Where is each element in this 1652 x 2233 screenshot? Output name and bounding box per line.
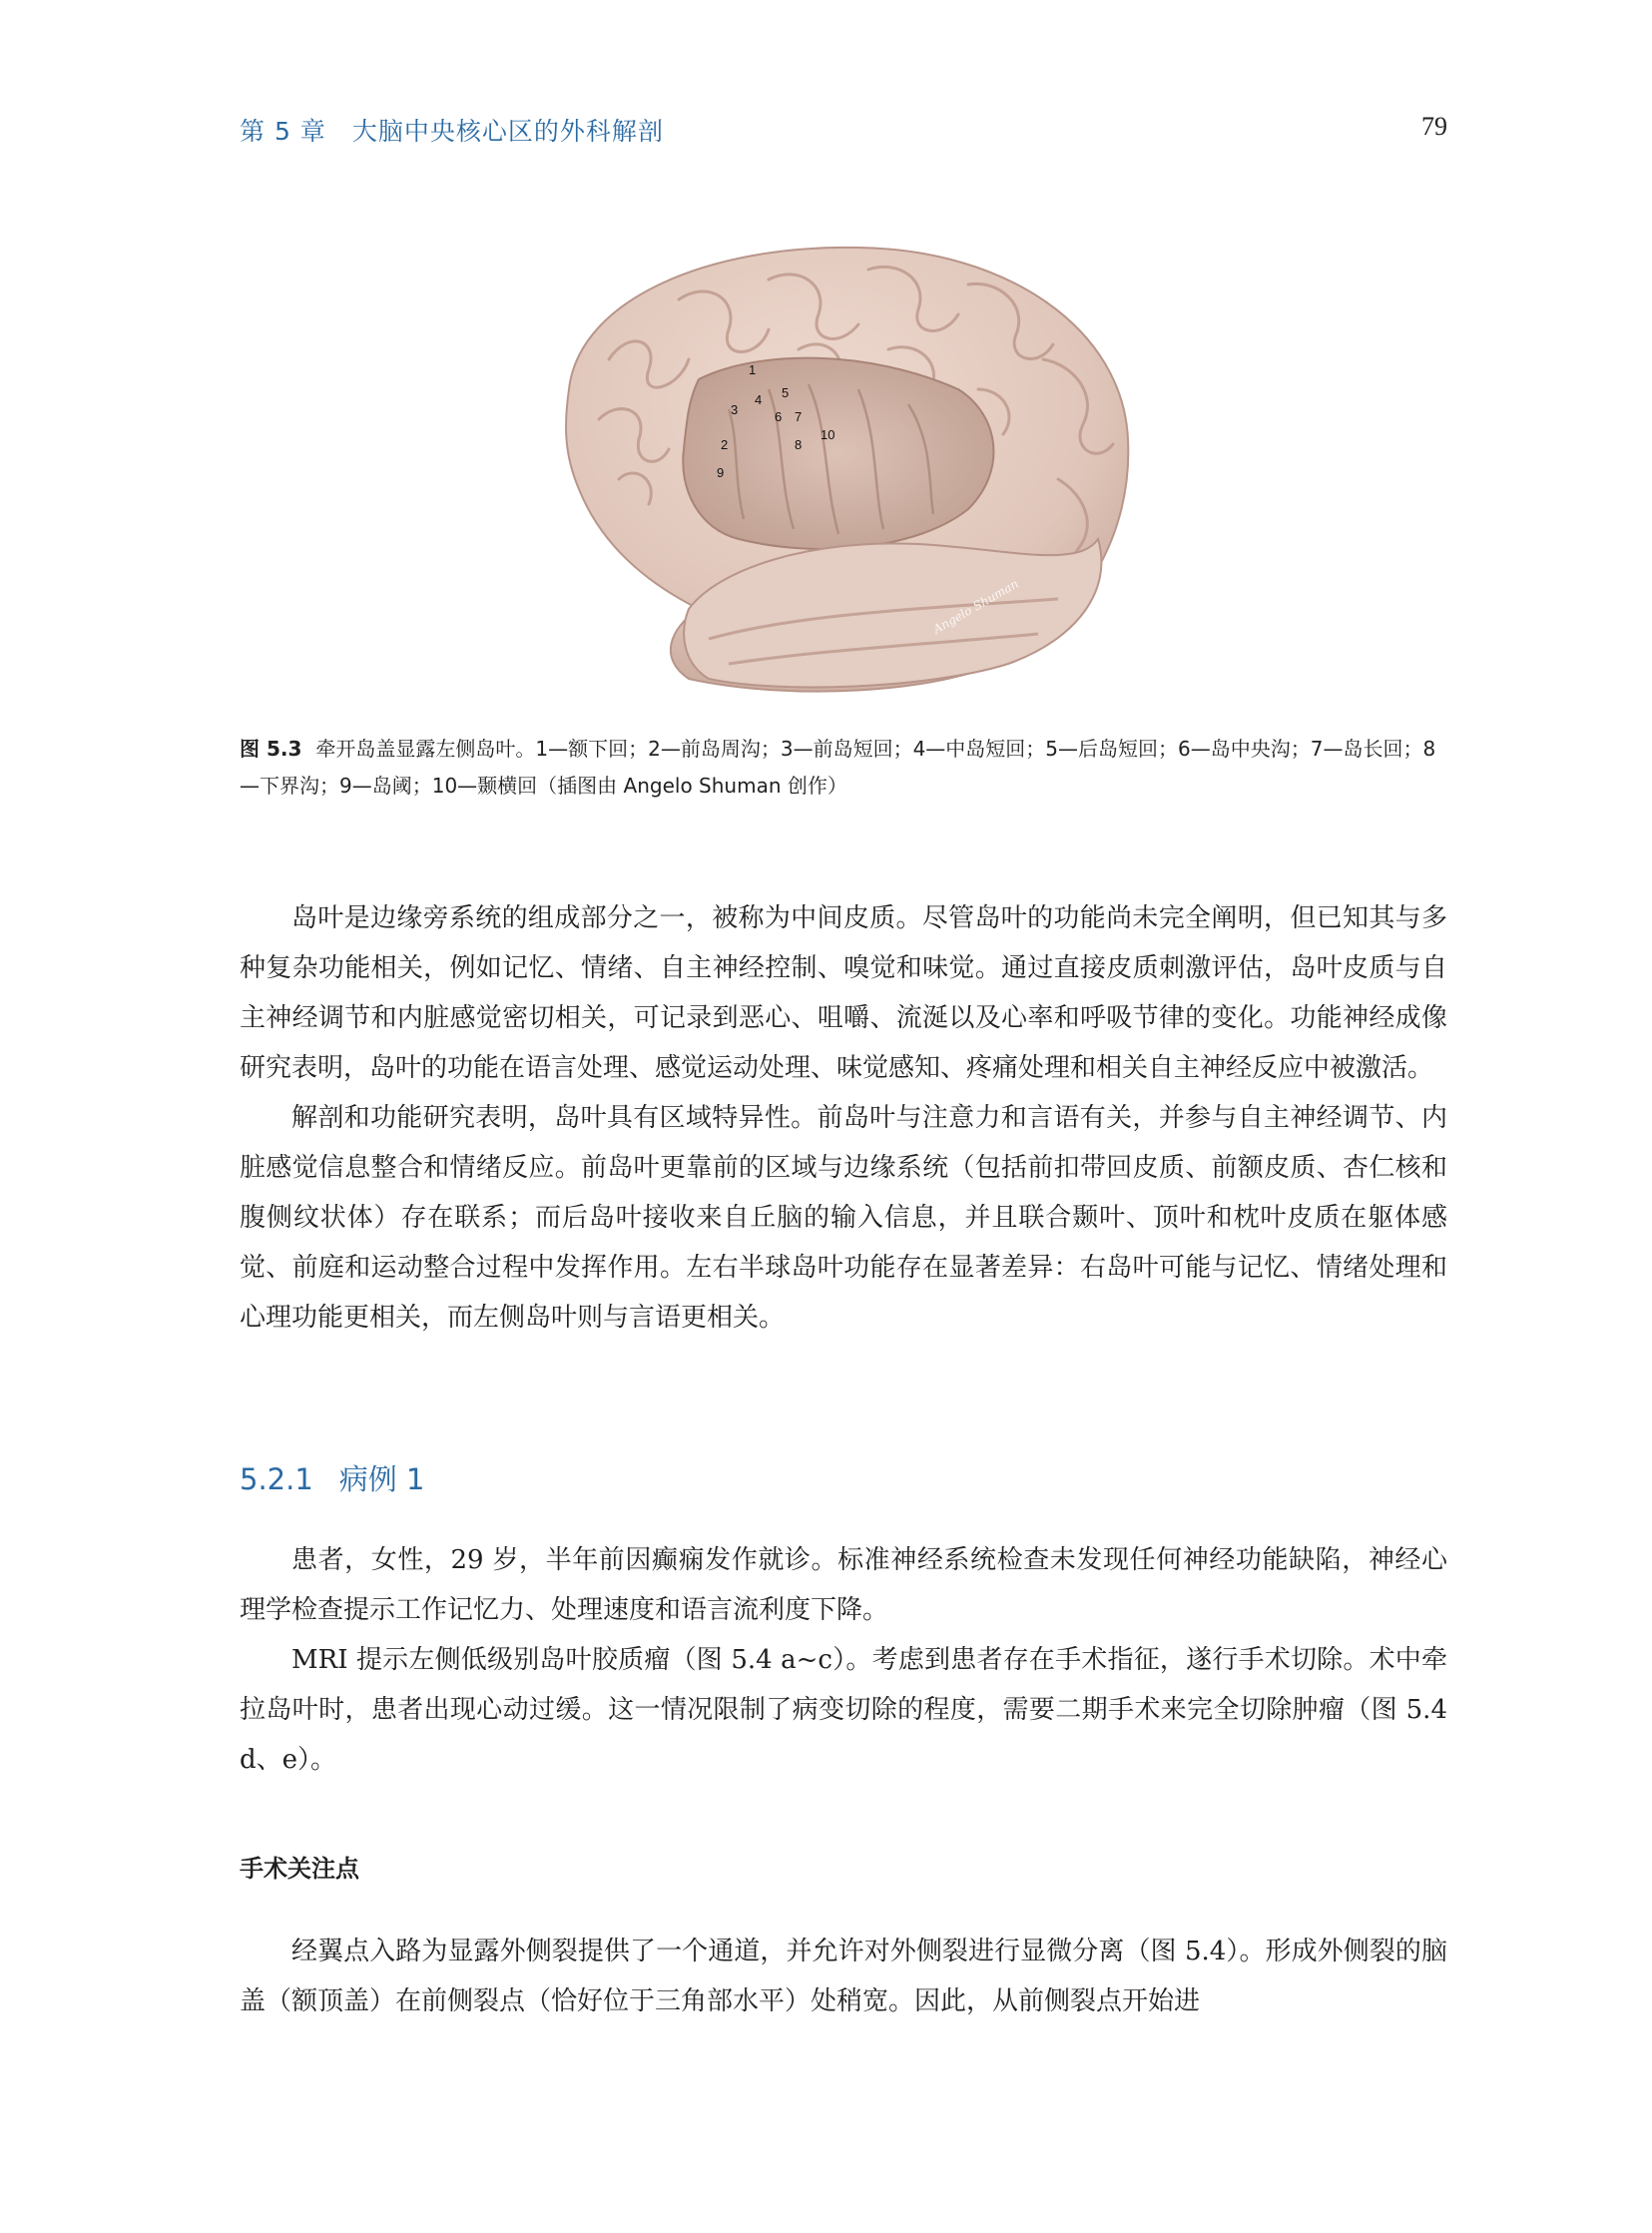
paragraph: 解剖和功能研究表明，岛叶具有区域特异性。前岛叶与注意力和言语有关，并参与自主神经调节、内脏感觉信息整合和情绪反应。前岛叶更靠前的区域与边缘系统（包括前扣带回皮质、前额皮质、杏仁核和腹侧纹状体）存在联系；而后岛叶接收来自丘脑的输入信息，并且联合颞叶、顶叶和枕叶皮质在躯体感觉、前庭和运动整合过程中发挥作用。左右半球岛叶功能存在显著差异：右岛叶可能与记忆、情绪处理和心理功能更相关，而左侧岛叶则与言语更相关。	[240, 1103, 1447, 1333]
callout-1: 1	[749, 362, 757, 377]
paragraph: 经翼点入路为显露外侧裂提供了一个通道，并允许对外侧裂进行显微分离（图 5.4）。形成外侧裂的脑盖（额顶盖）在前侧裂点（恰好位于三角部水平）处稍宽。因此，从前侧裂点开始进	[240, 1937, 1447, 2016]
chapter-title: 大脑中央核心区的外科解剖	[351, 117, 664, 146]
paragraph: 岛叶是边缘旁系统的组成部分之一，被称为中间皮质。尽管岛叶的功能尚未完全阐明，但已知其与多种复杂功能相关，例如记忆、情绪、自主神经控制、嗅觉和味觉。通过直接皮质刺激评估，岛叶皮质与自主神经调节和内脏感觉密切相关，可记录到恶心、咀嚼、流涎以及心率和呼吸节律的变化。功能神经成像研究表明，岛叶的功能在语言处理、感觉运动处理、味觉感知、疼痛处理和相关自主神经反应中被激活。	[240, 903, 1447, 1083]
section-heading	[240, 1457, 424, 1498]
body-block-1	[240, 893, 1447, 1343]
callout-6: 6	[775, 409, 783, 424]
callout-8: 8	[795, 437, 803, 452]
section-title: 病例 1	[338, 1462, 425, 1496]
brain-illustration	[539, 240, 1148, 704]
brain-figure	[539, 240, 1148, 704]
paragraph: MRI 提示左侧低级别岛叶胶质瘤（图 5.4 a~c）。考虑到患者存在手术指征，遂行手术切除。术中牵拉岛叶时，患者出现心动过缓。这一情况限制了病变切除的程度，需要二期手术来完全切除肿瘤（图 5.4 d、e）。	[240, 1645, 1447, 1775]
page-number: 79	[1421, 112, 1447, 141]
subheading: 手术关注点	[240, 1855, 359, 1883]
callout-10: 10	[821, 427, 835, 442]
insula-region	[683, 358, 993, 549]
figure-label: 图 5.3	[240, 737, 302, 761]
running-head	[240, 112, 664, 148]
figure-caption	[240, 731, 1447, 805]
callout-3: 3	[731, 402, 739, 417]
artist-signature: Angelo Shuman	[930, 576, 1021, 637]
callout-7: 7	[795, 409, 803, 424]
section-number: 5.2.1	[240, 1462, 313, 1496]
paragraph: 患者，女性，29 岁，半年前因癫痫发作就诊。标准神经系统检查未发现任何神经功能缺陷，神经心理学检查提示工作记忆力、处理速度和语言流利度下降。	[240, 1545, 1447, 1625]
callout-9: 9	[717, 465, 725, 480]
body-block-3	[240, 1927, 1447, 2026]
caption-text: 牵开岛盖显露左侧岛叶。1—额下回；2—前岛周沟；3—前岛短回；4—中岛短回；5—后岛短回；6—岛中央沟；7—岛长回；8—下界沟；9—岛阈；10—颞横回（插图由 Angelo Shuman 创作）	[240, 737, 1436, 798]
callout-5: 5	[782, 385, 790, 400]
callout-4: 4	[755, 392, 763, 407]
chapter-number: 第 5 章	[240, 117, 326, 146]
callout-2: 2	[721, 437, 729, 452]
body-block-2	[240, 1535, 1447, 1785]
